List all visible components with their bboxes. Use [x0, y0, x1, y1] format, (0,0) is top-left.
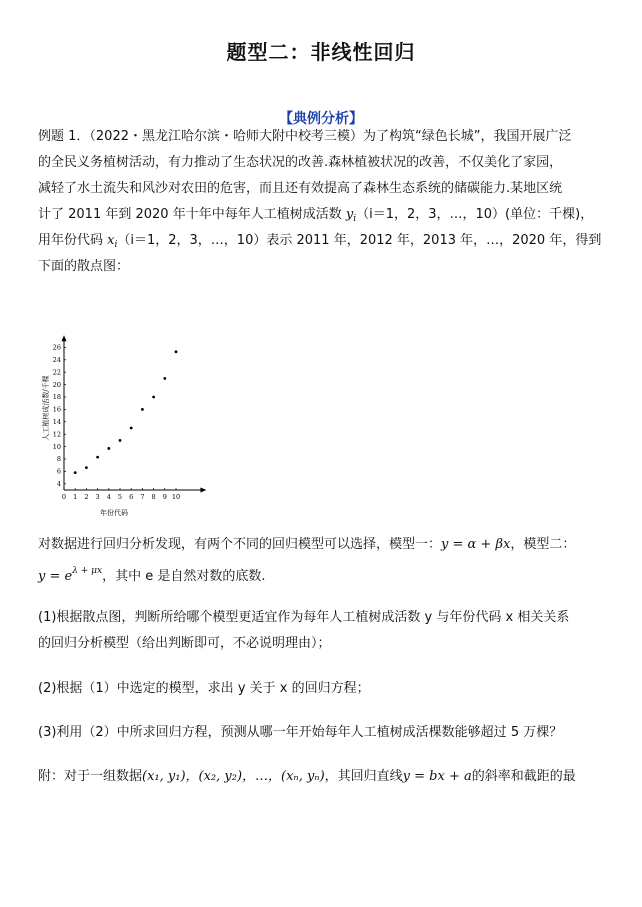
model-two-base: y = e: [38, 569, 73, 584]
analysis-note: ，其中 e 是自然对数的底数.: [102, 569, 266, 584]
y-i-symbol: $y_i$: [345, 207, 357, 224]
data-point: [74, 471, 77, 474]
y-tick-label: 14: [52, 418, 61, 426]
y-tick-label: 4: [56, 480, 61, 488]
y-tick-label: 24: [52, 356, 61, 364]
question-1-line-2: 的回归分析模型（给出判断即可，不必说明理由）；: [38, 636, 331, 651]
chart-axes: [62, 335, 207, 492]
problem-line-1: 例题 1．（2022・黑龙江哈尔滨・哈师大附中校考三模）为了构筑“绿色长城”，我国开展广泛: [38, 129, 572, 144]
question-1: [38, 605, 610, 657]
data-point: [175, 350, 178, 353]
appendix-line: [38, 764, 610, 790]
x-tick-label: 6: [129, 493, 134, 501]
x-tick-label: 9: [162, 493, 167, 501]
analysis-line-2: [38, 558, 610, 584]
y-tick-label: 22: [52, 368, 61, 377]
appendix-intro: 附：对于一组数据: [38, 769, 143, 784]
data-point: [107, 447, 110, 450]
x-tick-label: 10: [171, 493, 181, 501]
model-two-formula: [38, 566, 103, 584]
analysis-text: [38, 532, 610, 584]
y-axis-arrow: [62, 335, 67, 341]
data-point: [163, 377, 166, 380]
problem-line-5-tail: （i＝1，2，3，…，10）表示 2011 年，2012 年，2013 年，…，2020 年，得到: [117, 233, 602, 248]
y-tick-label: 18: [52, 393, 61, 402]
problem-line-6: 下面的散点图：: [38, 259, 130, 274]
model-two-exponent: λ + μx: [72, 566, 103, 576]
y-tick-label: 16: [52, 405, 61, 414]
data-pairs: (x₁, y₁)，(x₂, y₂)，…，(xₙ, yₙ): [142, 769, 325, 784]
problem-line-4-text: 计了 2011 年到 2020 年十年中每年人工植树成活数: [38, 207, 346, 222]
analysis-line-1: [38, 532, 610, 558]
appendix: [38, 764, 610, 790]
x-axis-arrow: [200, 488, 206, 493]
y-tick-label: 10: [52, 442, 61, 451]
y-tick-label: 20: [52, 380, 61, 389]
x-tick-label: 3: [95, 493, 100, 501]
problem-line-5-text: 用年份代码: [38, 233, 108, 248]
question-2-text: (2)根据（1）中选定的模型，求出 y 关于 x 的回归方程；: [38, 681, 370, 696]
chart-points: [74, 350, 178, 474]
appendix-mid: ，其回归直线: [324, 769, 403, 784]
question-3-text: (3)利用（2）中所求回归方程，预测从哪一年开始每年人工植树成活棵数能够超过 5 万棵？: [38, 725, 563, 740]
model-one-formula: y = α + βx: [441, 537, 511, 552]
data-point: [85, 466, 88, 469]
chart-ticks: [53, 344, 180, 501]
problem-line-4-tail: （i＝1，2，3，…，10）(单位：千棵)，: [356, 207, 594, 222]
x-tick-label: 5: [117, 493, 123, 501]
regression-line-formula: y = bx + a: [402, 769, 472, 784]
analysis-intro: 对数据进行回归分析发现，有两个不同的回归模型可以选择，模型一：: [38, 537, 442, 552]
problem-statement: [38, 124, 610, 280]
x-tick-label: 2: [84, 493, 89, 501]
analysis-model-two-label: ，模型二：: [510, 537, 576, 552]
data-point: [152, 396, 155, 399]
problem-line-3: 减轻了水土流失和风沙对农田的危害，而且还有效提高了森林生态系统的储碳能力.某地区统: [38, 181, 563, 196]
y-tick-label: 26: [52, 343, 61, 352]
page-title: 题型二：非线性回归: [226, 40, 416, 64]
y-tick-label: 8: [56, 455, 61, 464]
x-i-symbol: $x_i$: [107, 233, 118, 250]
data-point: [96, 456, 99, 459]
y-tick-label: 6: [56, 467, 61, 476]
x-tick-label: 1: [73, 493, 78, 501]
x-axis-label: 年份代码: [100, 509, 128, 517]
problem-line-2: 的全民义务植树活动，有力推动了生态状况的改善.森林植被状况的改善，不仅美化了家园，: [38, 155, 563, 170]
y-axis-label: 人工植树成活数/千棵: [42, 375, 50, 441]
x-tick-label: 4: [106, 493, 111, 501]
data-point: [130, 427, 133, 430]
problem-line-4: [38, 202, 610, 228]
question-2: [38, 676, 610, 702]
question-3: [38, 720, 610, 746]
x-tick-label: 7: [140, 493, 145, 501]
scatter-chart: [38, 308, 238, 518]
data-point: [141, 408, 144, 411]
section-heading: 【典例分析】: [279, 111, 363, 127]
appendix-tail: 的斜率和截距的最: [471, 769, 576, 784]
y-tick-label: 12: [52, 430, 61, 439]
question-1-line-1: (1)根据散点图，判断所给哪个模型更适宜作为每年人工植树成活数 y 与年份代码 x 相关关系: [38, 610, 570, 625]
x-tick-label: 0: [61, 493, 67, 501]
x-tick-label: 8: [151, 493, 156, 501]
problem-line-5: [38, 228, 610, 254]
data-point: [119, 439, 122, 442]
